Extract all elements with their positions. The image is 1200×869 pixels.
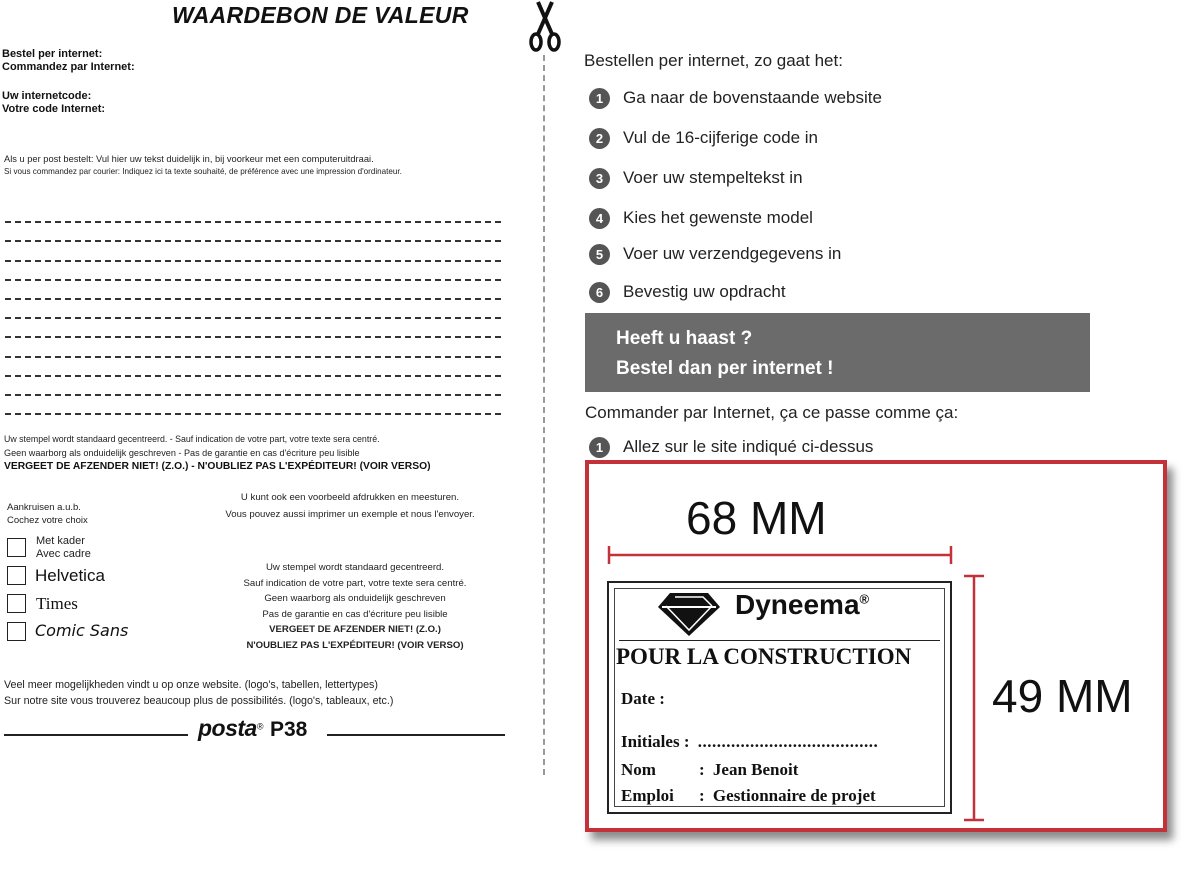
name-colon: : <box>699 760 705 779</box>
step-number-icon: 1 <box>589 437 610 458</box>
step-fr-1 <box>589 435 873 459</box>
banner-line-2: Bestel dan per internet ! <box>616 358 834 379</box>
stamp-date-row <box>621 689 665 709</box>
job-value: Gestionnaire de projet <box>712 786 876 805</box>
block-line-2: Sauf indication de votre part, votre texte sera centré. <box>243 577 467 589</box>
stamp-brand-name: Dyneema <box>735 589 860 620</box>
stamp-imprint <box>607 581 952 814</box>
initials-value: ...................................... <box>697 732 879 751</box>
option-times: Times <box>36 594 78 613</box>
code-label-nl: Uw internetcode: <box>2 90 92 102</box>
more-options-fr: Sur notre site vous trouverez beaucoup plus de possibilités. (logo's, tableaux, etc.) <box>4 695 394 707</box>
footer-rule-right <box>327 734 505 736</box>
text-entry-lines[interactable] <box>5 204 501 415</box>
stamp-name-row <box>621 760 798 780</box>
block-line-4: Pas de garantie en cas d'écriture peu lisible <box>262 608 448 620</box>
tick-label-nl: Aankruisen a.u.b. <box>7 502 81 513</box>
print-example-nl: U kunt ook een voorbeeld afdrukken en meesturen. <box>240 492 460 503</box>
step-nl-4 <box>589 206 813 230</box>
checkbox-frame[interactable] <box>7 538 26 557</box>
step-number-icon: 2 <box>589 128 610 149</box>
step-number-icon: 1 <box>589 88 610 109</box>
posta-brand: posta <box>198 715 257 741</box>
name-label: Nom <box>621 760 656 779</box>
centered-info-block <box>195 560 515 653</box>
tick-label-fr: Cochez votre choix <box>7 515 88 526</box>
step-nl-3 <box>589 166 803 190</box>
instructions-heading-fr: Commander par Internet, ça ce passe comme ça: <box>585 403 959 422</box>
step-number-icon: 3 <box>589 168 610 189</box>
post-instruction-nl: Als u per post bestelt: Vul hier uw tekst duidelijk in, bij voorkeur met een computeruitdraai. <box>4 154 374 164</box>
step-number-icon: 6 <box>589 282 610 303</box>
width-dimension-label: 68 MM <box>686 492 827 544</box>
date-label: Date <box>621 689 655 708</box>
initials-label: Initiales <box>621 732 680 751</box>
step-nl-2 <box>589 126 818 150</box>
stamp-initials-row <box>621 732 878 752</box>
height-dimension-arrow <box>962 573 986 823</box>
banner-line-1: Heeft u haast ? <box>616 328 753 349</box>
checkbox-comic-sans[interactable] <box>7 622 26 641</box>
more-options-nl: Veel meer mogelijkheden vindt u op onze website. (logo's, tabellen, lettertypes) <box>4 679 378 691</box>
posta-registered-mark: ® <box>256 721 264 732</box>
order-internet-nl: Bestel per internet: <box>2 48 103 60</box>
stamp-subtitle: POUR LA CONSTRUCTION <box>616 644 912 669</box>
block-line-5: VERGEET DE AFZENDER NIET! (Z.O.) <box>269 624 441 635</box>
stamp-divider <box>619 640 940 641</box>
post-instruction-fr: Si vous commandez par courier: Indiquez ici ta texte souhaité, de préférence avec une impression d'ordinateur. <box>4 167 402 176</box>
option-frame-fr: Avec cadre <box>36 548 91 560</box>
step-text: Kies het gewenste model <box>623 208 813 227</box>
step-text: Ga naar de bovenstaande website <box>623 88 882 107</box>
order-internet-fr: Commandez par Internet: <box>2 61 135 73</box>
posta-logo <box>198 715 307 742</box>
option-comic-sans: Comic Sans <box>35 621 129 640</box>
code-label-fr: Votre code Internet: <box>2 103 106 115</box>
step-text: Voer uw verzendgegevens in <box>623 244 842 263</box>
instructions-heading-nl: Bestellen per internet, zo gaat het: <box>584 51 843 70</box>
scissors-icon <box>528 0 562 52</box>
centered-note: Uw stempel wordt standaard gecentreerd. - Sauf indication de votre part, votre texte sera centré. <box>4 434 380 444</box>
date-colon: : <box>659 689 665 708</box>
step-nl-1 <box>589 86 882 110</box>
step-nl-5 <box>589 242 841 266</box>
checkbox-times[interactable] <box>7 594 26 613</box>
step-nl-6 <box>589 280 786 304</box>
checkbox-helvetica[interactable] <box>7 566 26 585</box>
step-number-icon: 5 <box>589 244 610 265</box>
job-colon: : <box>699 786 705 805</box>
warranty-note: Geen waarborg als onduidelijk geschreven - Pas de garantie en cas d'écriture peu lisible <box>4 448 360 458</box>
stamp-registered-mark: ® <box>859 591 870 607</box>
footer-rule-left <box>4 734 188 736</box>
stamp-brand <box>735 589 869 621</box>
sender-warning: VERGEET DE AFZENDER NIET! (Z.O.) - N'OUBLIEZ PAS L'EXPÉDITEUR! (VOIR VERSO) <box>4 461 431 472</box>
step-text: Vul de 16-cijferige code in <box>623 128 818 147</box>
block-line-3: Geen waarborg als onduidelijk geschreven <box>264 593 446 604</box>
model-number: P38 <box>269 718 308 741</box>
height-dimension-label: 49 MM <box>992 670 1133 722</box>
step-number-icon: 4 <box>589 208 610 229</box>
name-value: Jean Benoit <box>712 760 799 779</box>
coupon-title: WAARDEBON DE VALEUR <box>172 2 469 28</box>
block-line-6: N'OUBLIEZ PAS L'EXPÉDITEUR! (VOIR VERSO) <box>246 639 464 651</box>
stamp-job-row <box>621 786 876 806</box>
print-example-fr: Vous pouvez aussi imprimer un exemple et nous l'envoyer. <box>225 509 475 520</box>
step-text: Voer uw stempeltekst in <box>623 168 803 187</box>
option-helvetica: Helvetica <box>35 566 105 585</box>
block-line-1: Uw stempel wordt standaard gecentreerd. <box>265 562 445 573</box>
job-label: Emploi <box>621 786 674 805</box>
initials-colon: : <box>683 732 690 751</box>
diamond-logo-icon <box>656 590 722 638</box>
step-text: Bevestig uw opdracht <box>623 282 786 301</box>
cut-line <box>543 55 545 775</box>
width-dimension-arrow <box>606 544 954 566</box>
step-text: Allez sur le site indiqué ci-dessus <box>623 437 874 456</box>
hurry-banner <box>585 313 1090 392</box>
option-frame-nl: Met kader <box>36 535 85 547</box>
